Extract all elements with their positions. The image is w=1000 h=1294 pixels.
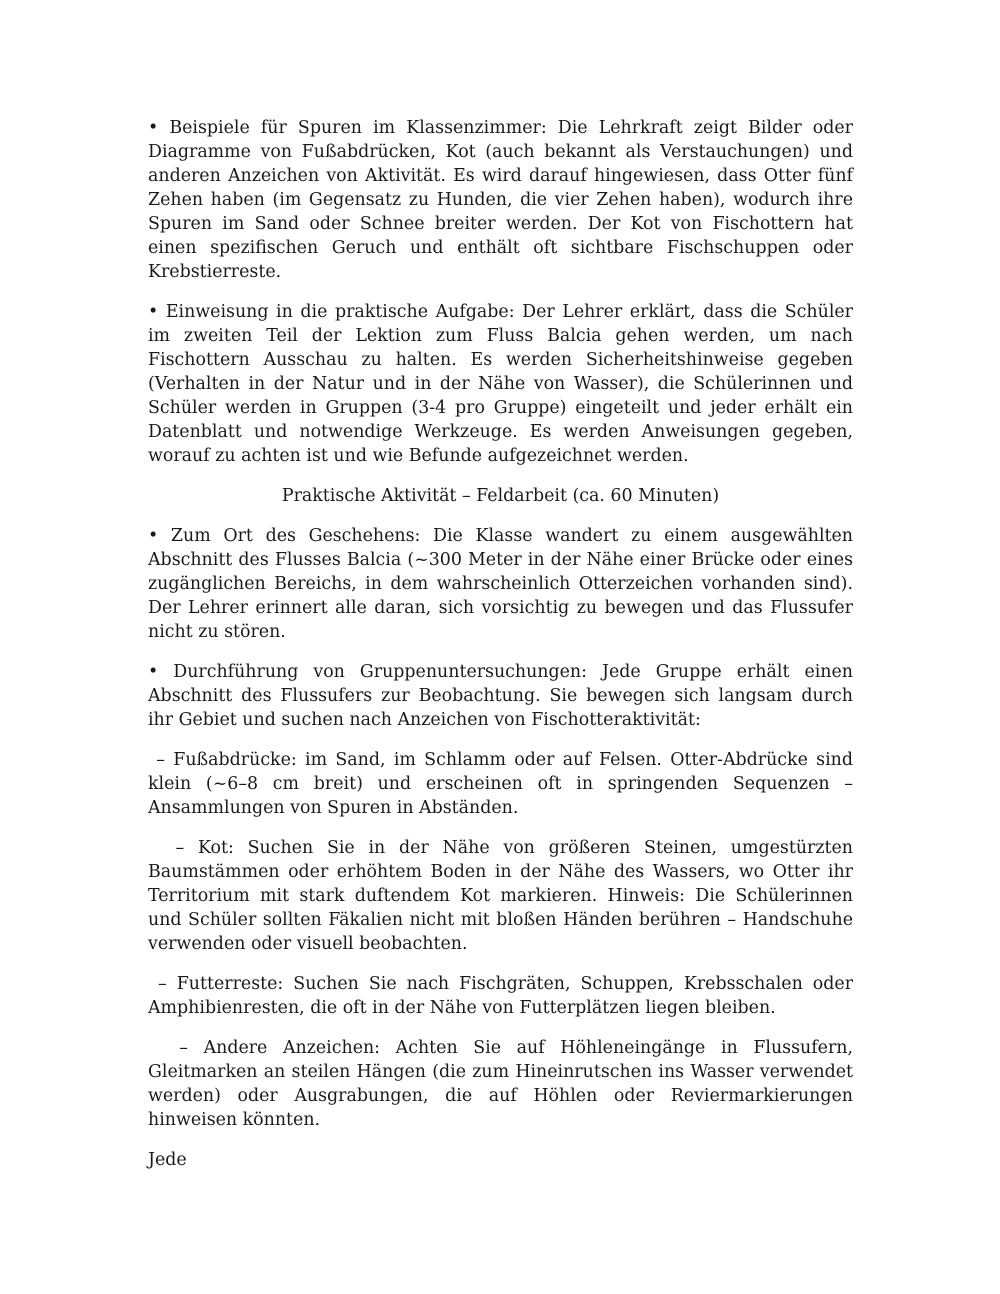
paragraph-task-briefing: • Einweisung in die praktische Aufgabe: Der Lehrer erklärt, dass die Schüler im zweiten Teil der Lektion zum Fluss Balcia gehen werden, um nach Fischottern Ausschau zu halten. Es werden Sicherheitshinweise gegeben (Verhalten in der Natur und in der Nähe von Wasser), die Schülerinnen und Schüler werden in Gruppen (3-4 pro Gruppe) eingeteilt und jeder erhält ein Datenblatt und notwendige Werkzeuge. Es werden Anweisungen gegeben, worauf zu achten ist und wie Befunde aufgezeichnet werden. xyxy=(148,302,853,466)
paragraph-group-investigation: • Durchführung von Gruppenuntersuchungen: Jede Gruppe erhält einen Abschnitt des Flussufers zur Beobachtung. Sie bewegen sich langsam durch ihr Gebiet und suchen nach Anzeichen von Fischotteraktivität: xyxy=(148,662,853,730)
paragraph-location: • Zum Ort des Geschehens: Die Klasse wandert zu einem ausgewählten Abschnitt des Flusses Balcia (~300 Meter in der Nähe einer Brücke oder eines zugänglichen Bereichs, in dem wahrscheinlich Otterzeichen vorhanden sind). Der Lehrer erinnert alle daran, sich vorsichtig zu bewegen und das Flussufer nicht zu stören. xyxy=(148,526,853,642)
sub-item-other-signs: – Andere Anzeichen: Achten Sie auf Höhleneingänge in Flussufern, Gleitmarken an steilen Hängen (die zum Hineinrutschen ins Wasser verwendet werden) oder Ausgrabungen, die auf Höhlen oder Reviermarkierungen hinweisen könnten. xyxy=(148,1038,859,1130)
document-page xyxy=(148,116,859,1172)
trailing-text: Jede xyxy=(148,1150,187,1170)
paragraph-track-examples: • Beispiele für Spuren im Klassenzimmer: Die Lehrkraft zeigt Bilder oder Diagramme von Fußabdrücken, Kot (auch bekannt als Verstauchungen) und anderen Anzeichen von Aktivität. Es wird darauf hingewiesen, dass Otter fünf Zehen haben (im Gegensatz zu Hunden, die vier Zehen haben), wodurch ihre Spuren im Sand oder Schnee breiter werden. Der Kot von Fischottern hat einen spezifischen Geruch und enthält oft sichtbare Fischschuppen oder Krebstierreste. xyxy=(148,118,853,282)
sub-item-scat: – Kot: Suchen Sie in der Nähe von größeren Steinen, umgestürzten Baumstämmen oder erhöhtem Boden in der Nähe des Wassers, wo Otter ihr Territorium mit stark duftendem Kot markieren. Hinweis: Die Schülerinnen und Schüler sollten Fäkalien nicht mit bloßen Händen berühren – Handschuhe verwenden oder visuell beobachten. xyxy=(148,838,859,954)
section-heading: Praktische Aktivität – Feldarbeit (ca. 60 Minuten) xyxy=(281,486,720,506)
sub-item-food-remains: – Futterreste: Suchen Sie nach Fischgräten, Schuppen, Krebsschalen oder Amphibienresten, die oft in der Nähe von Futterplätzen liegen bleiben. xyxy=(148,974,859,1018)
sub-item-footprints: – Fußabdrücke: im Sand, im Schlamm oder auf Felsen. Otter-Abdrücke sind klein (~6–8 cm breit) und erscheinen oft in springenden Sequenzen – Ansammlungen von Spuren in Abständen. xyxy=(148,750,859,818)
